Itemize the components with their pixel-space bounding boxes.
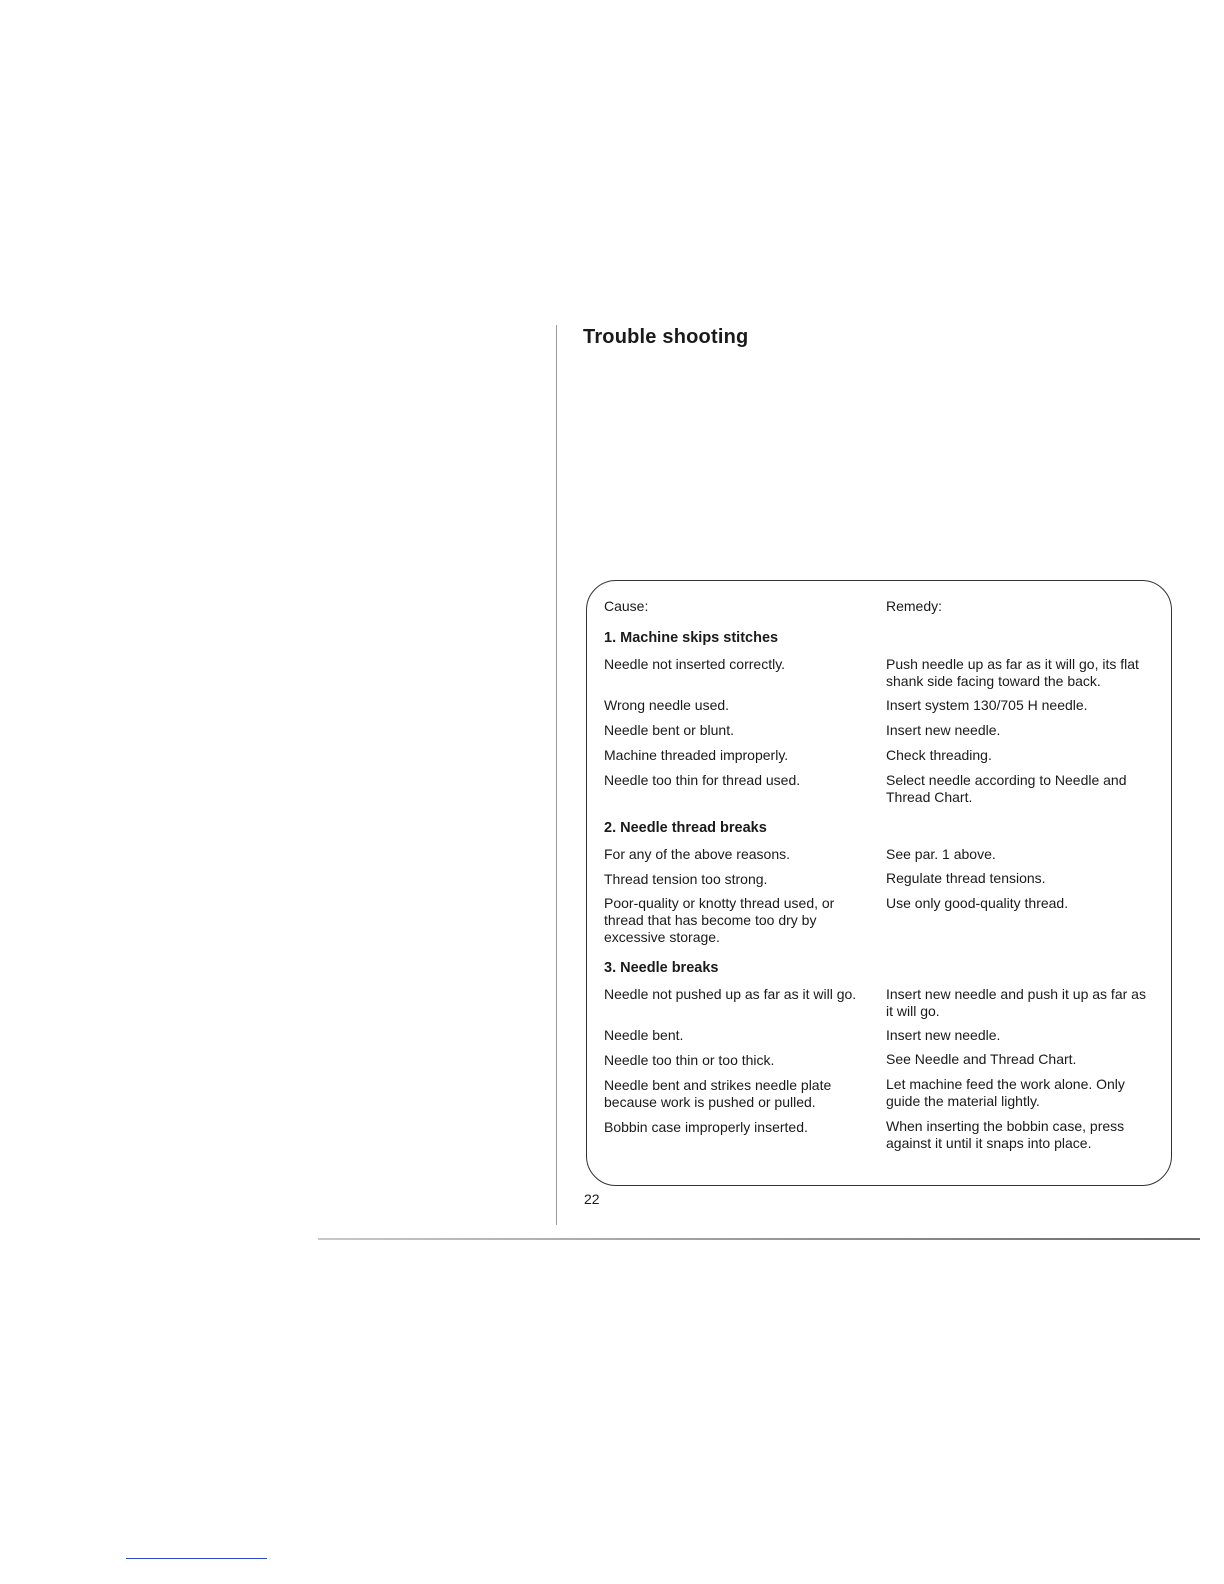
section-heading-thread-breaks: 2. Needle thread breaks: [604, 820, 767, 836]
cause-text: Needle too thin for thread used.: [604, 772, 801, 788]
remedy-column-header: Remedy:: [886, 598, 943, 614]
section-heading-skips-stitches: 1. Machine skips stitches: [604, 630, 779, 646]
cause-text: Needle too thin or too thick.: [604, 1052, 775, 1068]
cause-text: Thread tension too strong.: [604, 871, 768, 887]
remedy-text: See par. 1 above.: [886, 846, 996, 862]
cause-text: Needle not inserted correctly.: [604, 656, 786, 672]
remedy-text: See Needle and Thread Chart.: [886, 1051, 1077, 1067]
remedy-text: When inserting the bobbin case, press against it until it snaps into place.: [886, 1118, 1125, 1151]
link-underline: [126, 1558, 267, 1559]
cause-text: Needle bent.: [604, 1027, 684, 1043]
cause-text: Needle bent or blunt.: [604, 722, 734, 738]
remedy-text: Regulate thread tensions.: [886, 870, 1046, 886]
bottom-rule: [318, 1238, 1200, 1240]
cause-text: Needle not pushed up as far as it will go.: [604, 986, 857, 1002]
page-title: Trouble shooting: [583, 326, 749, 348]
page-number: 22: [584, 1191, 600, 1207]
remedy-text: Insert new needle and push it up as far as it will go.: [886, 986, 1146, 1019]
remedy-text: Insert system 130/705 H needle.: [886, 697, 1088, 713]
remedy-text: Select needle according to Needle and Thread Chart.: [886, 772, 1127, 805]
remedy-text: Insert new needle.: [886, 1027, 1001, 1043]
cause-text: Machine threaded improperly.: [604, 747, 789, 763]
binding-line: [556, 325, 557, 1225]
cause-column-header: Cause:: [604, 598, 649, 614]
remedy-text: Use only good-quality thread.: [886, 895, 1069, 911]
cause-text: For any of the above reasons.: [604, 846, 790, 862]
cause-text: Needle bent and strikes needle plate because work is pushed or pulled.: [604, 1077, 832, 1110]
remedy-text: Insert new needle.: [886, 722, 1001, 738]
cause-text: Bobbin case improperly inserted.: [604, 1119, 808, 1135]
remedy-text: Check threading.: [886, 747, 992, 763]
remedy-text: Push needle up as far as it will go, its flat shank side facing toward the back.: [886, 656, 1139, 689]
remedy-text: Let machine feed the work alone. Only guide the material lightly.: [886, 1076, 1125, 1109]
cause-text: Wrong needle used.: [604, 697, 730, 713]
section-heading-needle-breaks: 3. Needle breaks: [604, 960, 719, 976]
cause-text: Poor-quality or knotty thread used, or thread that has become too dry by excessive storage.: [604, 895, 835, 945]
